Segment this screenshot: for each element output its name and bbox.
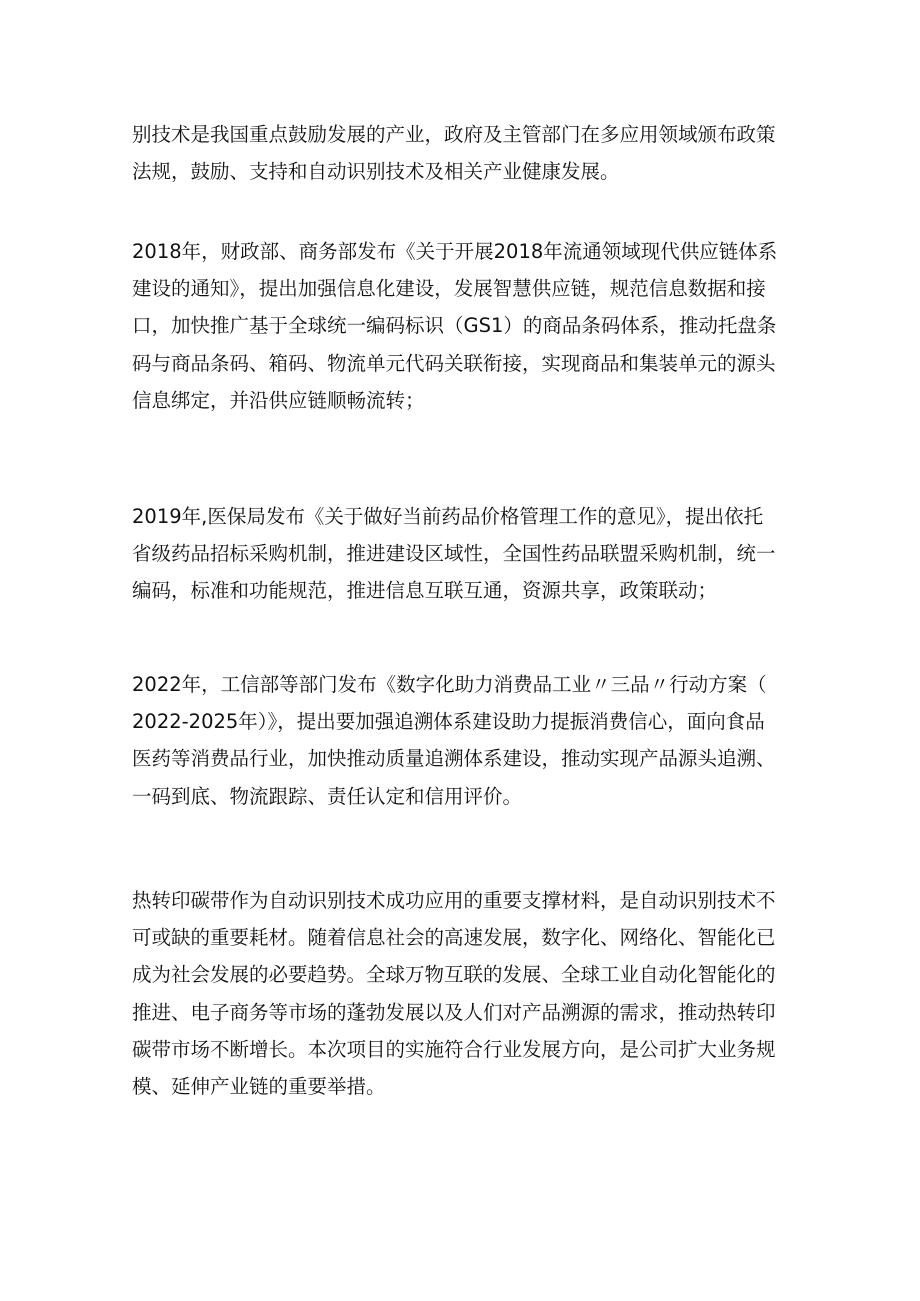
text-line: 2022年，工信部等部门发布《数字化助力消费品工业〃三品〃行动方案（ — [132, 673, 767, 696]
text-line: 法规，鼓励、支持和自动识别技术及相关产业健康发展。 — [132, 160, 620, 184]
text-line: 碳带市场不断增长。本次项目的实施符合行业发展方向，是公司扩大业务规 — [132, 1037, 776, 1061]
text-line: 成为社会发展的必要趋势。全球万物互联的发展、全球工业自动化智能化的 — [132, 963, 776, 987]
text-line: 2022-2025年）》，提出要加强追溯体系建设助力提振消费信心，面向食品 — [132, 710, 765, 734]
paragraph-2022-consumer-goods-plan — [132, 666, 794, 815]
text-line: 省级药品招标采购机制，推进建设区域性，全国性药品联盟采购机制，统一 — [132, 542, 776, 566]
text-line: 码与商品条码、箱码、物流单元代码关联衔接，实现商品和集装单元的源头 — [132, 351, 776, 375]
text-line: 别技术是我国重点鼓励发展的产业，政府及主管部门在多应用领域颁布政策 — [132, 123, 776, 146]
paragraph-policy-support — [132, 116, 794, 190]
text-line: 信息绑定，并沿供应链顺畅流转； — [132, 388, 425, 412]
text-line: 推进、电子商务等市场的蓬勃发展以及人们对产品溯源的需求，推动热转印 — [132, 1000, 776, 1024]
text-line: 建设的通知》，提出加强信息化建设，发展智慧供应链，规范信息数据和接 — [132, 277, 766, 301]
text-line: 口，加快推广基于全球统一编码标识（GS1）的商品条码体系，推动托盘条 — [132, 314, 777, 338]
paragraph-2019-drug-pricing-opinion — [132, 498, 794, 610]
text-line: 模、延伸产业链的重要举措。 — [132, 1075, 386, 1099]
text-line: 一码到底、物流跟踪、责任认定和信用评价。 — [132, 784, 523, 808]
text-line: 2018年，财政部、商务部发布《关于开展2018年流通领域现代供应链体系 — [132, 240, 778, 263]
paragraph-thermal-ribbon-market — [132, 882, 794, 1105]
text-line: 热转印碳带作为自动识别技术成功应用的重要支撑材料，是自动识别技术不 — [132, 889, 776, 912]
text-line: 医药等消费品行业，加快推动质量追溯体系建设，推动实现产品源头追溯、 — [132, 747, 776, 771]
paragraph-2018-supply-chain-notice — [132, 233, 794, 419]
text-line: 2019年,医保局发布《关于做好当前药品价格管理工作的意见》，提出依托 — [132, 505, 764, 528]
text-line: 编码，标准和功能规范，推进信息互联互通，资源共享，政策联动； — [132, 579, 718, 603]
text-line: 可或缺的重要耗材。随着信息社会的高速发展，数字化、网络化、智能化已 — [132, 926, 776, 950]
